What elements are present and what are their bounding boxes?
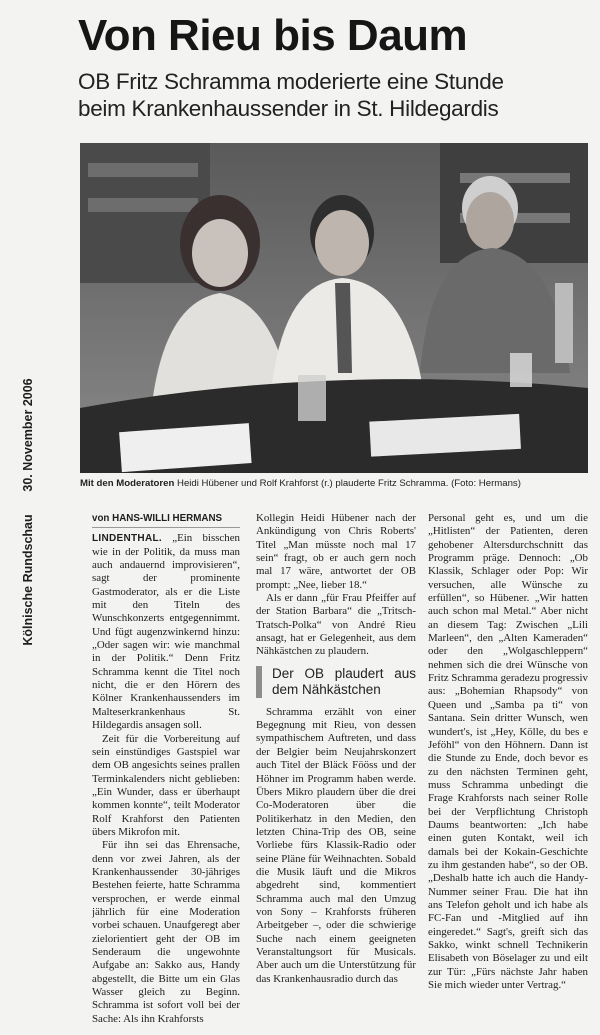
paragraph: Kollegin Heidi Hübener nach der Ankündigung von Chris Roberts' Titel „Man müsste noch mal 17 sein“ fragt, ob er auch gern noch mal 17 wäre, antwortet der OB prompt: „Nee, lieber 18.“ [256,512,416,591]
paragraph [92,532,240,732]
caption-lead: Mit den Moderatoren [80,478,175,489]
subheadline [78,68,598,122]
paragraph: Als er dann „für Frau Pfeiffer auf der Station Barbara“ die „Tritsch-Tratsch-Polka“ von André Rieu ansagt, hat er Gelegenheit, aus dem Nähkästchen zu plaudern. [256,592,416,658]
headline: Von Rieu bis Daum [78,11,468,60]
paragraph: Für ihn sei das Ehrensache, denn vor zwei Jahren, als der Krankenhaussender 30-jähriges Bestehen feierte, hatte Schramma versprochen, er werde einmal jährlich für eine Moderation vorbei schauen. Unaufgeregt aber zielorientiert geht der OB im Senderaum die ungewohnte Aufgabe an: Sakko aus, Handy abgestellt, die Bitte um ein Glas Wasser gleich zu Beginn. Schramma ist sofort voll bei der Sache: Als ihn Krahforsts [92,839,240,1025]
photo-caption [80,477,595,490]
article-photo [80,143,588,473]
paragraph: Schramma erzählt von einer Begegnung mit Rieu, von dessen sympathischem Auftreten, und dass der Belgier beim Neujahrskonzert auch Titel der Bläck Fööss und der Höhner im Programm haben werde. Übers Mikro plaudern über die drei Co-Moderatoren über die Politikerhatz in den Medien, den letzten China-Trip des OB, seine Vorliebe fürs Klassik-Radio oder seine Pläne für Weihnachten. Sobald die Musik läuft und die Mikros abgedreht sind, kommentiert Schramma auch mal den Umzug von Sony – Krahforsts früheren Arbeitgeber –, oder die schwierige Suche nach einem geeigneten Veranstaltungsort für Musicals. Aber auch um die Unterstützung für das Krankenhausradio durch das [256,705,416,985]
article-column-1 [92,512,240,1035]
article-column-3 [428,512,588,1035]
subheadline-line-2: beim Krankenhaussender in St. Hildegardis [78,96,499,121]
byline: von HANS-WILLI HERMANS [92,512,240,528]
paragraph-text: „Ein bisschen wie in der Politik, da muss man auch andauernd improvisieren“, sagt der prominente Gastmoderator, als er die Liste mit den Titeln des Wunschkonzerts entgegennimmt. Und fügt augenzwinkernd hinzu: „Oder sagen wir: wie manchmal in der Politik.“ Denn Fritz Schramma kennt die Titel noch nicht, die er den Hörern des Kölner Krankenhaussenders im Malteserkrankenhaus St. Hildegardis ansagen soll. [92,532,240,732]
article-column-2 [256,512,416,1035]
publication-name: Kölnische Rundschau [21,514,35,646]
photo-three-moderators-icon [80,143,588,473]
publication-date: 30. November 2006 [21,378,35,492]
caption-text: Heidi Hübener und Rolf Krahforst (r.) plauderte Fritz Schramma. (Foto: Hermans) [177,478,521,489]
paragraph: Zeit für die Vorbereitung auf sein einstündiges Gastspiel war dem OB angesichts seines prallen Terminkalenders nicht geblieben: „Ein Wunder, dass er überhaupt kommen konnte“, teilt Moderator Rolf Krahforst den Patienten übers Mikrofon mit. [92,732,240,838]
paragraph: Personal geht es, und um die „Hitlisten“ der Patienten, deren gehobener Altersdurchschnitt das Programm präge. Dennoch: „Ob Klassik, Schlager oder Pop: Wir versuchen, alle Wünsche zu erfüllen“, so Hübener. „Wir hatten auch schon mal Metal.“ Aber nicht an diesem Tag: Zwischen „Lili Marleen“, den „Alten Kameraden“ oder den „Wolgaschleppern“ nehmen sich die drei Wünsche von Fritz Schramma geradezu progressiv aus: „Bohemian Rhapsody“ von Queen und „Samba pa ti“ von Santana. Sein dritter Wunsch, wen wundert's, ist „Hey, Kölle, du bes e Jeföhl“ von den Höhnern. Dann ist die Stunde zu Ende, doch bevor es zu den nächsten Terminen geht, muss Schramma unbedingt die Frage Krahforsts nach seiner Rolle bei der Verpflichtung Christoph Daums beantworten: „Ich habe einen guten Kontakt, weil ich damals bei der Kokain-Geschichte zu ihm gestanden habe“, so der OB. „Deshalb hatte ich auch die Handy-Nummer seiner Frau. Die hat ihn ans Telefon geholt und ich habe als FC-Fan und -Mitglied auf ihn eingeredet.“ Sagt's, greift sich das Sakko, winkt schnell Technikerin Elisabeth von Böselager zu und eilt zur Tür: „Fürs nächste Jahr haben Sie mich wieder unter Vertrag.“ [428,512,588,992]
dateline: LINDENTHAL. [92,533,162,545]
subheadline-line-1: OB Fritz Schramma moderierte eine Stunde [78,69,504,94]
intertitle: Der OB plaudert aus dem Nähkästchen [256,666,416,698]
